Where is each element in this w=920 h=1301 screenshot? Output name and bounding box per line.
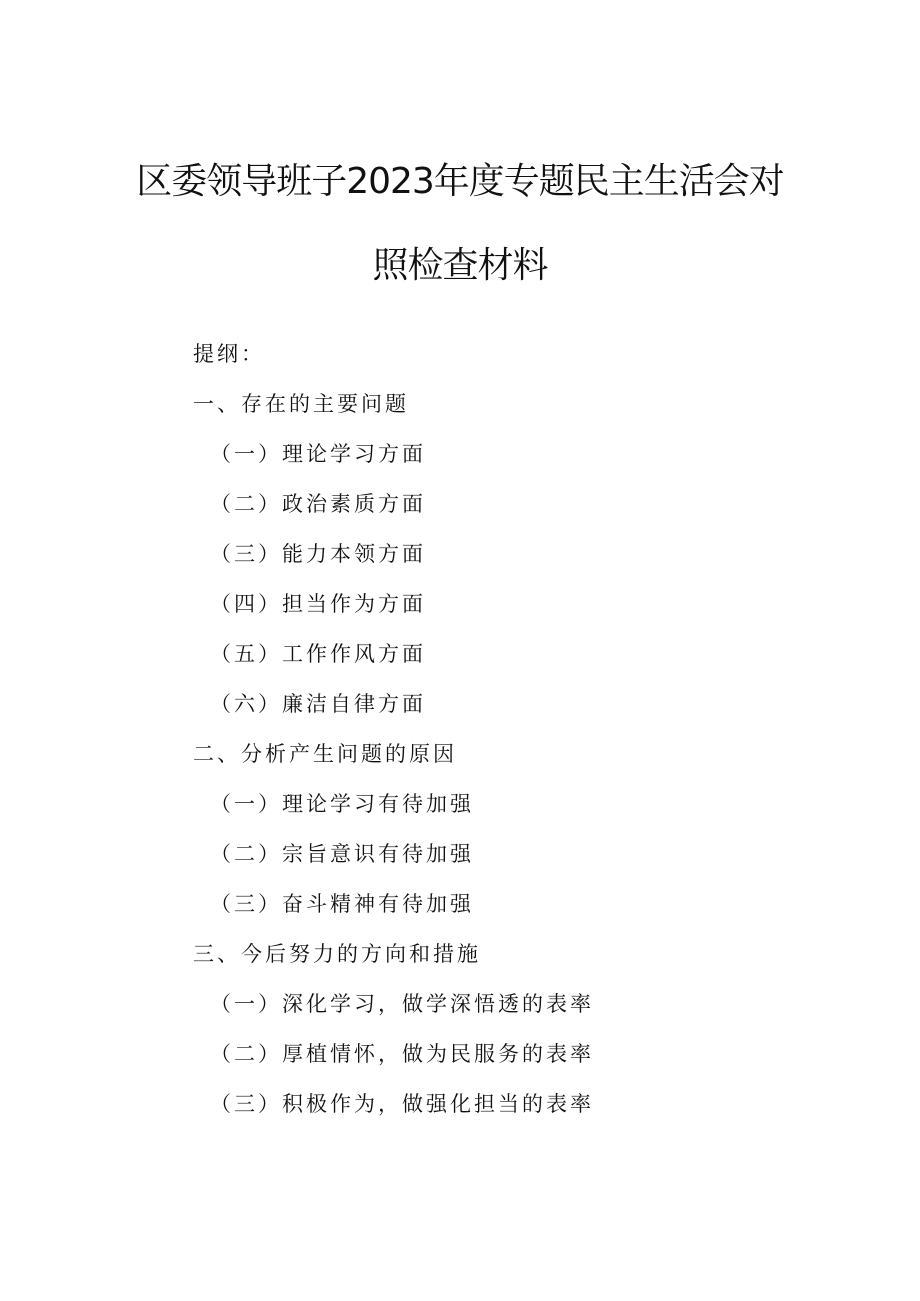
outline-label: 提纲：: [193, 342, 265, 366]
outline-subitem: （二）政治素质方面: [210, 492, 426, 516]
outline-subitem: （四）担当作为方面: [210, 592, 426, 616]
outline-heading: 三、今后努力的方向和措施: [193, 942, 481, 966]
outline-subitem: （五）工作作风方面: [210, 642, 426, 666]
outline-subitem: （六）廉洁自律方面: [210, 692, 426, 716]
document-title-line-2: 照检查材料: [372, 245, 548, 286]
outline-heading: 二、分析产生问题的原因: [193, 742, 457, 766]
document-title-line-1: 区委领导班子2023年度专题民主生活会对: [136, 161, 784, 202]
outline-subitem: （一）理论学习有待加强: [210, 792, 474, 816]
outline-subitem: （三）奋斗精神有待加强: [210, 892, 474, 916]
outline-subitem: （二）厚植情怀，做为民服务的表率: [210, 1042, 594, 1066]
outline-subitem: （三）能力本领方面: [210, 542, 426, 566]
outline-subitem: （三）积极作为，做强化担当的表率: [210, 1092, 594, 1116]
outline-heading: 一、存在的主要问题: [193, 392, 409, 416]
outline-subitem: （一）理论学习方面: [210, 442, 426, 466]
outline-subitem: （二）宗旨意识有待加强: [210, 842, 474, 866]
outline-subitem: （一）深化学习，做学深悟透的表率: [210, 992, 594, 1016]
